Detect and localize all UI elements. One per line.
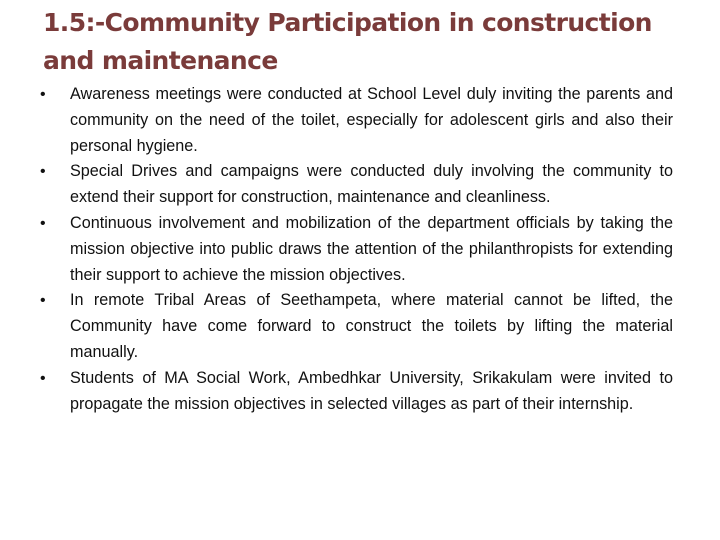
bullet-icon: • <box>40 163 46 181</box>
bullet-item-tribal-areas <box>40 288 673 365</box>
bullet-item-continuous-involvement <box>40 211 673 288</box>
slide-title: 1.5:-Community Participation in construction and maintenance <box>43 8 652 75</box>
bullet-text: Students of MA Social Work, Ambedhkar University, Srikakulam were invited to propagate the mission objectives in selected villages as part of their internship. <box>70 368 673 413</box>
bullet-item-awareness-meetings <box>40 82 673 159</box>
bullet-icon: • <box>40 292 46 310</box>
bullet-item-social-work-students <box>40 366 673 418</box>
bullet-text: In remote Tribal Areas of Seethampeta, where material cannot be lifted, the Community have come forward to construct the toilets by lifting the material manually. <box>70 291 673 361</box>
bullet-list <box>40 82 673 417</box>
bullet-text: Special Drives and campaigns were conducted duly involving the community to extend their support for construction, maintenance and cleanliness. <box>70 162 673 207</box>
bullet-item-special-drives <box>40 159 673 211</box>
bullet-icon: • <box>40 86 46 103</box>
bullet-text: Awareness meetings were conducted at School Level duly inviting the parents and community on the need of the toilet, especially for adolescent girls and also their personal hygiene. <box>70 85 673 155</box>
bullet-icon: • <box>40 369 46 387</box>
bullet-text: Continuous involvement and mobilization of the department officials by taking the mission objective into public draws the attention of the philanthropists for extending their support to achieve the mission objectives. <box>70 213 673 284</box>
bullet-icon: • <box>40 214 46 232</box>
